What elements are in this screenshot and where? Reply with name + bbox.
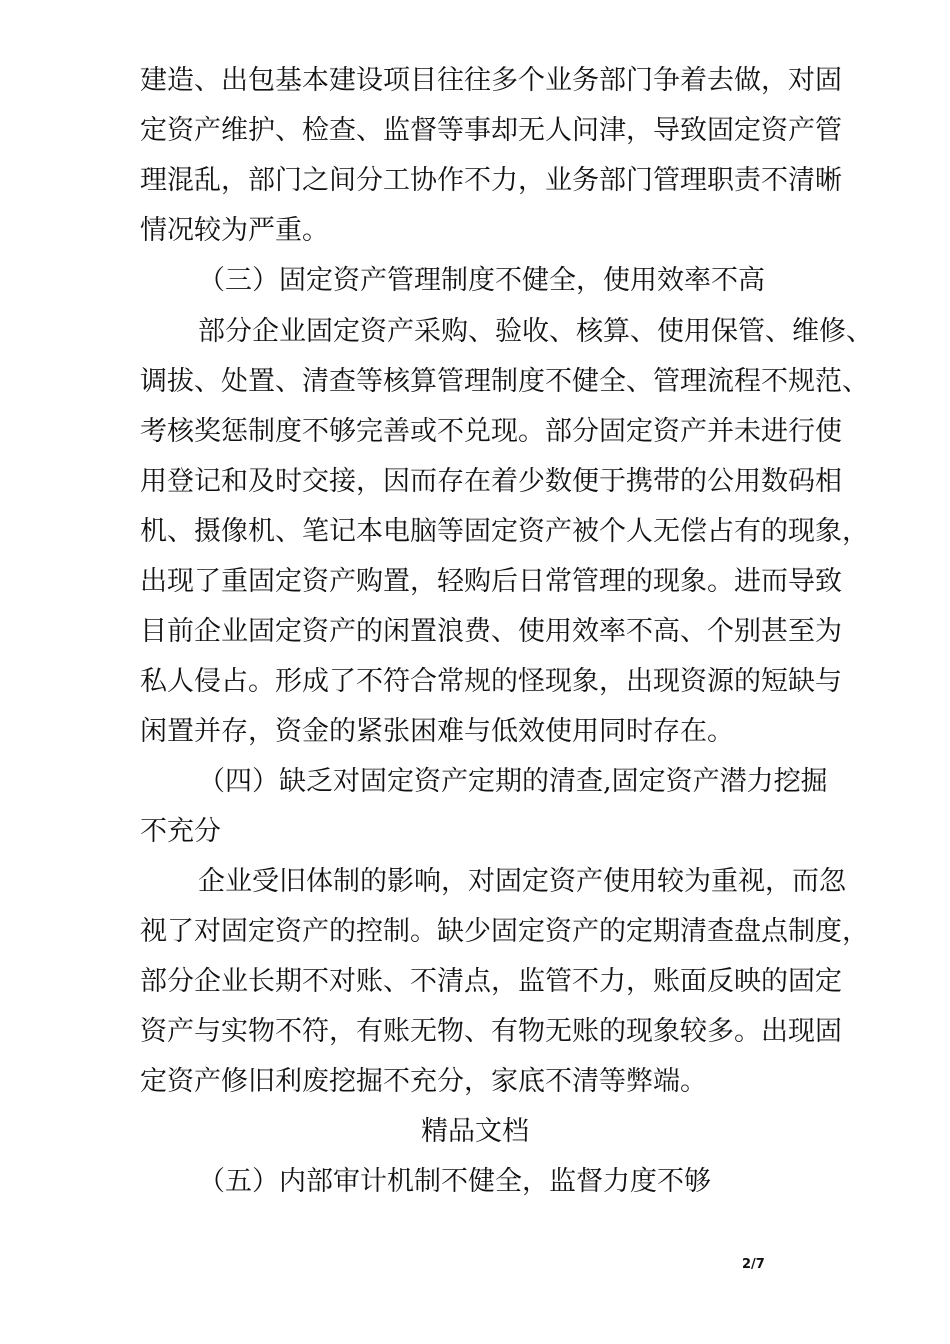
section-heading-5: （五）内部审计机制不健全，监督力度不够 [198, 1166, 711, 1197]
body-text-line: 资产与实物不符，有账无物、有物无账的现象较多。出现固 [140, 1016, 842, 1047]
body-text-line: 建造、出包基本建设项目往往多个业务部门争着去做，对固 [140, 65, 842, 96]
body-text-line: 用登记和及时交接，因而存在着少数便于携带的公用数码相 [140, 466, 842, 497]
body-text-line: 考核奖惩制度不够完善或不兑现。部分固定资产并未进行使 [140, 416, 842, 447]
section-heading-4-continued: 不充分 [140, 816, 221, 847]
body-text-line: 情况较为严重。 [140, 215, 329, 246]
body-text-line: 私人侵占。形成了不符合常规的怪现象，出现资源的短缺与 [140, 666, 842, 697]
body-text-line: 出现了重固定资产购置，轻购后日常管理的现象。进而导致 [140, 566, 842, 597]
body-text-line: 闲置并存，资金的紧张困难与低效使用同时存在。 [140, 716, 734, 747]
body-text-line: 理混乱，部门之间分工协作不力，业务部门管理职责不清晰 [140, 165, 842, 196]
body-text-line: 定资产维护、检查、监督等事却无人问津，导致固定资产管 [140, 115, 842, 146]
body-text-line: 视了对固定资产的控制。缺少固定资产的定期清查盘点制度， [140, 916, 869, 947]
body-text-line: 定资产修旧利废挖掘不充分，家底不清等弊端。 [140, 1066, 707, 1097]
body-text-line: 目前企业固定资产的闲置浪费、使用效率不高、个别甚至为 [140, 616, 842, 647]
document-watermark-label: 精品文档 [421, 1116, 529, 1147]
body-text-line: 调拔、处置、清查等核算管理制度不健全、管理流程不规范、 [140, 366, 869, 397]
page-number: 2/7 [742, 1257, 765, 1272]
body-text-line: 企业受旧体制的影响，对固定资产使用较为重视，而忽 [198, 866, 846, 897]
section-heading-3: （三）固定资产管理制度不健全，使用效率不高 [198, 265, 765, 296]
section-heading-4: （四）缺乏对固定资产定期的清查,固定资产潜力挖掘 [198, 766, 828, 797]
body-text-line: 部分企业固定资产采购、验收、核算、使用保管、维修、 [198, 316, 873, 347]
body-text-line: 机、摄像机、笔记本电脑等固定资产被个人无偿占有的现象， [140, 516, 869, 547]
body-text-line: 部分企业长期不对账、不清点，监管不力，账面反映的固定 [140, 966, 842, 997]
